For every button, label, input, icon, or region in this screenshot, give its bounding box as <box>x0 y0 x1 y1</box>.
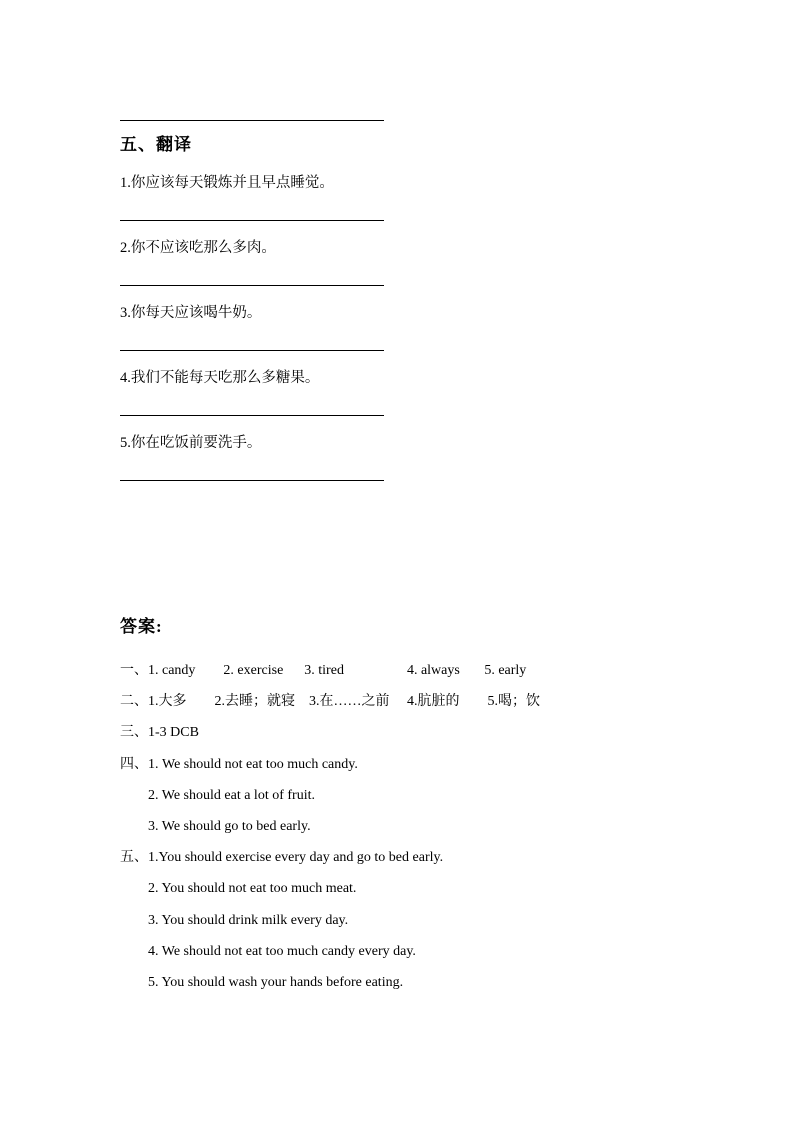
answer-line: 3. We should go to bed early. <box>148 819 311 835</box>
translation-item-text: 1.你应该每天锻炼并且早点睡觉。 <box>120 175 334 191</box>
answer-blank-line <box>120 120 384 121</box>
answer-blank-line <box>120 285 384 286</box>
answer-line: 5. You should wash your hands before eating. <box>148 975 404 991</box>
translation-item-text: 4.我们不能每天吃那么多糖果。 <box>120 370 320 386</box>
answers-heading: 答案: <box>120 617 163 636</box>
answer-blank-line <box>120 480 384 481</box>
answer-line: 2. You should not eat too much meat. <box>148 881 357 897</box>
answer-blank-line <box>120 350 384 351</box>
answer-blank-line <box>120 415 384 416</box>
answer-line: 三、1-3 DCB <box>120 725 199 741</box>
translation-item <box>120 433 680 481</box>
answers-list <box>120 655 720 998</box>
answer-line: 五、1.You should exercise every day and go to bed early. <box>120 850 444 866</box>
answer-line: 3. You should drink milk every day. <box>148 912 349 928</box>
answer-line: 一、1. candy 2. exercise 3. tired 4. always 5. early <box>120 663 527 678</box>
answer-line: 四、1. We should not eat too much candy. <box>120 756 358 772</box>
section-heading: 五、翻译 <box>120 135 192 154</box>
translation-item-text: 3.你每天应该喝牛奶。 <box>120 305 262 321</box>
translation-item <box>120 238 680 286</box>
answer-line: 2. We should eat a lot of fruit. <box>148 787 315 803</box>
translation-item <box>120 368 680 416</box>
answers-section <box>120 615 720 998</box>
translation-item <box>120 173 680 221</box>
translation-section <box>120 112 680 481</box>
answer-blank-line <box>120 220 384 221</box>
translation-item <box>120 303 680 351</box>
answer-line: 二、1.大多 2.去睡；就寝 3.在……之前 4.肮脏的 5.喝；饮 <box>120 694 540 710</box>
answer-line: 4. We should not eat too much candy every day. <box>148 943 416 959</box>
translation-item-text: 2.你不应该吃那么多肉。 <box>120 240 276 256</box>
translation-item-text: 5.你在吃饭前要洗手。 <box>120 435 262 451</box>
